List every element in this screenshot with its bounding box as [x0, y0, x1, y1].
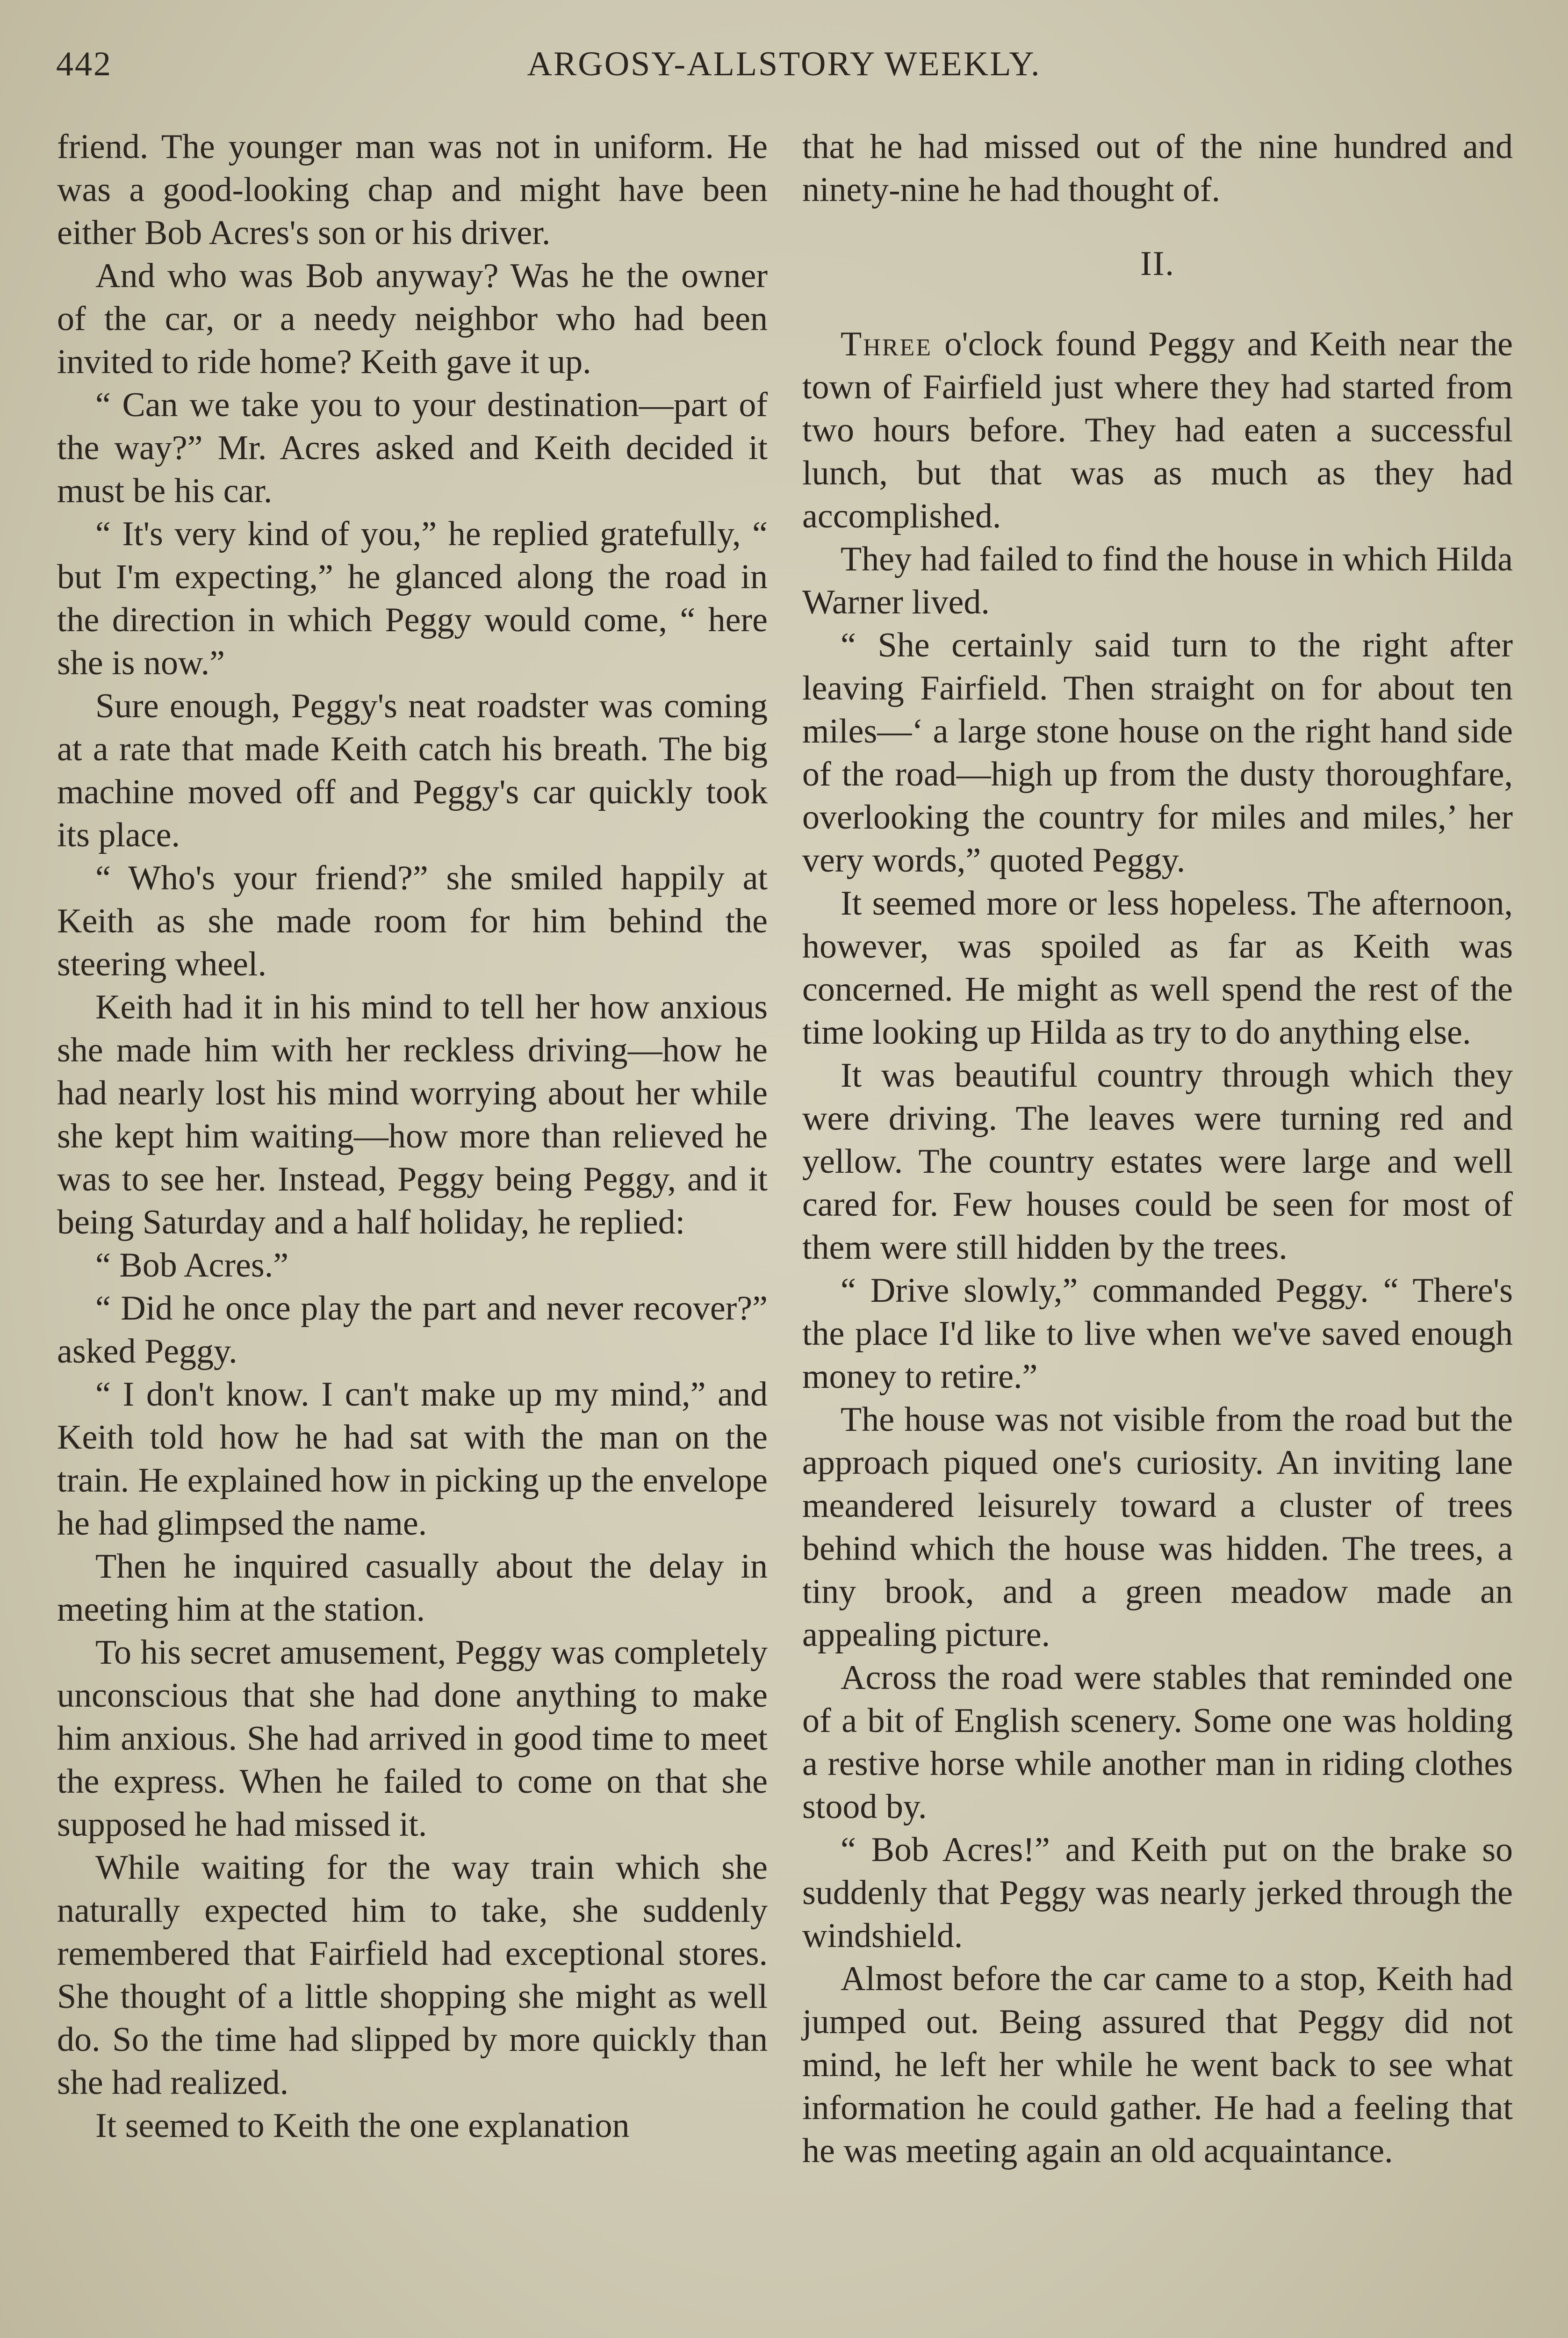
paragraph: It seemed more or less hopeless. The afternoon, however, was spoiled as far as Keith was concerned. He might as well spend the rest of the time looking up Hilda as try to do anything else. [802, 884, 1513, 1052]
paragraph: “ I don't know. I can't make up my mind,” and Keith told how he had sat with the man on the train. He explained how in picking up the envelope he had glimpsed the name. [57, 1375, 768, 1543]
paragraph: “ Who's your friend?” she smiled happily at Keith as she made room for him behind the steering wheel. [57, 859, 768, 983]
right-column [802, 125, 1513, 2172]
section-lead-paragraph [802, 323, 1513, 538]
paragraph: It seemed to Keith the one explanation [95, 2107, 630, 2145]
left-column [57, 125, 768, 2147]
section-heading: II. [1140, 245, 1175, 283]
paragraph: that he had missed out of the nine hundred and ninety-nine he had thought of. [802, 128, 1513, 209]
paragraph: It was beautiful country through which they were driving. The leaves were turning red and yellow. The country estates were large and well cared for. Few houses could be seen for most of them were still hidden by the trees. [802, 1056, 1513, 1267]
paragraph: “ It's very kind of you,” he replied gratefully, “ but I'm expecting,” he glanced along the road in the direction in which Peggy would come, “ here she is now.” [57, 515, 768, 682]
lead-small-caps: Three [841, 325, 932, 363]
paragraph: They had failed to find the house in which Hilda Warner lived. [802, 540, 1513, 621]
page-number: 442 [56, 45, 112, 83]
paragraph: Keith had it in his mind to tell her how anxious she made him with her reckless driving—how he had nearly lost his mind worrying about her while she kept him waiting—how more than relieved he was to see her. Instead, Peggy being Peggy, and it being Saturday and a half holiday, he replied: [57, 988, 768, 1241]
page-header [56, 44, 1512, 96]
paragraph: Almost before the car came to a stop, Keith had jumped out. Being assured that Peggy did not mind, he left her while he went back to see what information he could gather. He had a feeling that he was meeting again an old acquaintance. [802, 1960, 1513, 2170]
paragraph: “ Bob Acres.” [95, 1246, 289, 1284]
paragraph: “ Bob Acres!” and Keith put on the brake so suddenly that Peggy was nearly jerked through the windshield. [802, 1831, 1513, 1955]
paragraph: And who was Bob anyway? Was he the owner of the car, or a needy neighbor who had been invited to ride home? Keith gave it up. [57, 257, 768, 381]
paragraph: Then he inquired casually about the delay in meeting him at the station. [57, 1547, 768, 1629]
lead-text: o'clock found Peggy and Keith near the town of Fairfield just where they had started from two hours before. They had eaten a successful lunch, but that was as much as they had accomplished. [802, 325, 1513, 535]
paragraph: Sure enough, Peggy's neat roadster was coming at a rate that made Keith catch his breath. The big machine moved off and Peggy's car quickly took its place. [57, 687, 768, 854]
running-title: ARGOSY-ALLSTORY WEEKLY. [527, 45, 1041, 83]
paragraph: While waiting for the way train which she naturally expected him to take, she suddenly remembered that Fairfield had exceptional stores. She thought of a little shopping she might as well do. So the time had slipped by more quickly than she had realized. [57, 1848, 768, 2102]
paragraph: “ Drive slowly,” commanded Peggy. “ There's the place I'd like to live when we've saved enough money to retire.” [802, 1271, 1513, 1396]
paragraph: “ She certainly said turn to the right after leaving Fairfield. Then straight on for about ten miles—‘ a large stone house on the right hand side of the road—high up from the dusty thoroughfare, overlooking the country for miles and miles,’ her very words,” quoted Peggy. [802, 626, 1513, 880]
paragraph: “ Can we take you to your destination—part of the way?” Mr. Acres asked and Keith decided it must be his car. [57, 386, 768, 510]
paragraph: friend. The younger man was not in uniform. He was a good-looking chap and might have been either Bob Acres's son or his driver. [57, 128, 768, 252]
paragraph: Across the road were stables that reminded one of a bit of English scenery. Some one was holding a restive horse while another man in riding clothes stood by. [802, 1659, 1513, 1826]
paragraph: The house was not visible from the road but the approach piqued one's curiosity. An inviting lane meandered leisurely toward a cluster of trees behind which the house was hidden. The trees, a tiny brook, and a green meadow made an appealing picture. [802, 1400, 1513, 1654]
paragraph: “ Did he once play the part and never recover?” asked Peggy. [57, 1289, 768, 1371]
paragraph: To his secret amusement, Peggy was completely unconscious that she had done anything to make him anxious. She had arrived in good time to meet the express. When he failed to come on that she supposed he had missed it. [57, 1633, 768, 1844]
